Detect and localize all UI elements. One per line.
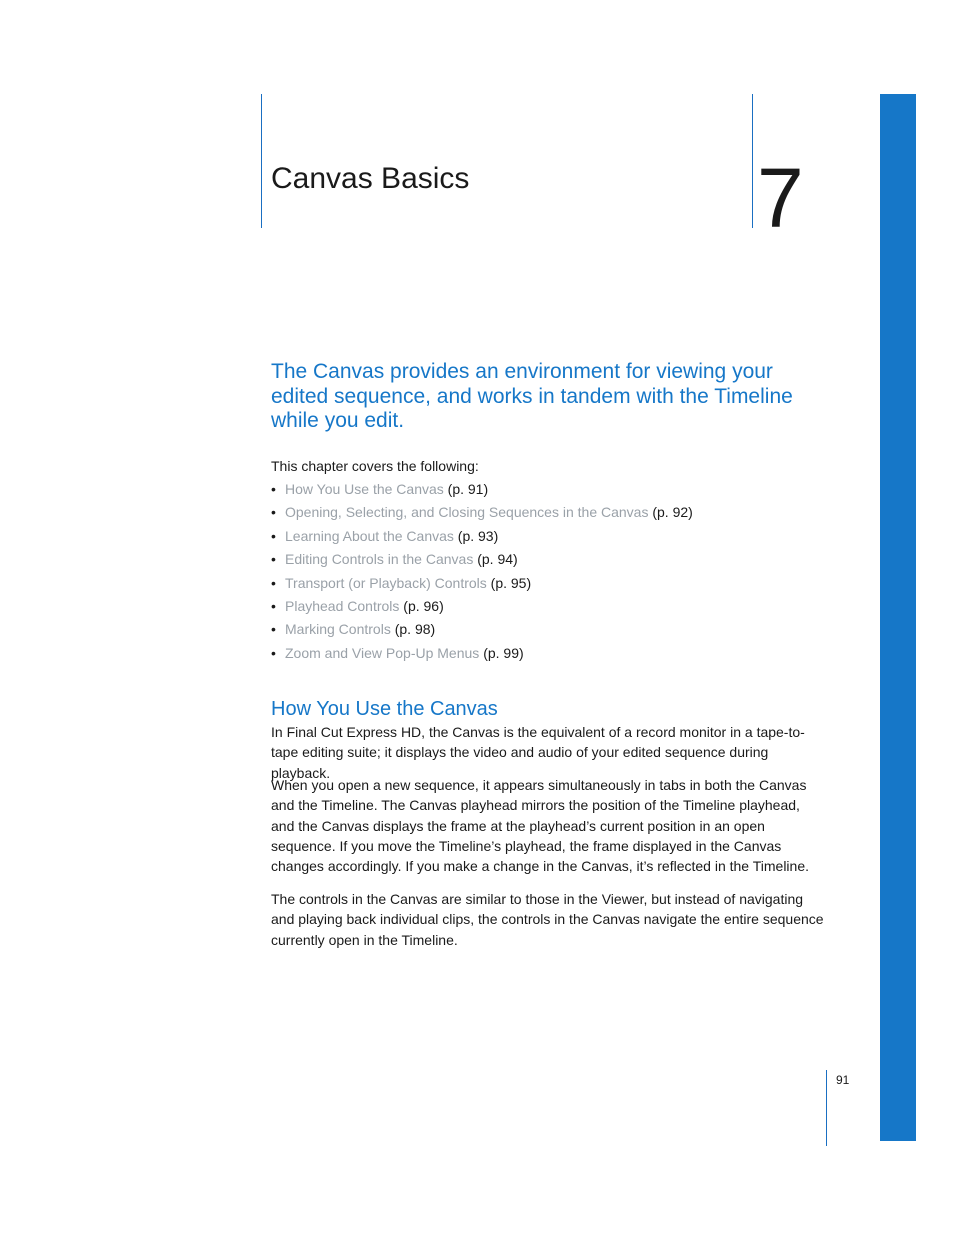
- toc-link[interactable]: Learning About the Canvas: [285, 527, 454, 544]
- toc-link[interactable]: Opening, Selecting, and Closing Sequences in the Canvas: [285, 504, 649, 521]
- toc-page-ref: (p. 96): [403, 597, 444, 614]
- chapter-number: 7: [757, 151, 804, 245]
- toc-item: [271, 642, 693, 665]
- toc-page-ref: (p. 91): [447, 481, 489, 497]
- bullet: •: [271, 621, 276, 638]
- page-number: 91: [836, 1073, 850, 1087]
- toc-item: [271, 618, 693, 641]
- toc-page-ref: (p. 98): [394, 621, 436, 638]
- bullet: •: [271, 481, 276, 497]
- toc-item: [271, 478, 693, 501]
- section-heading: How You Use the Canvas: [271, 698, 498, 720]
- body-paragraph: When you open a new sequence, it appears simultaneously in tabs in both the Canvas and the Timeline. The Canvas playhead mirrors the position of the Timeline playhead, and the Canvas displays the frame at the playhead’s current position in an open sequence. If you move the Timeline’s playhead, the frame displayed in the Canvas changes accordingly. If you make a change in the Canvas, it’s reflected in the Timeline.: [271, 777, 810, 875]
- toc-item: [271, 548, 693, 571]
- toc-item: [271, 572, 693, 595]
- chapter-title: Canvas Basics: [271, 162, 470, 195]
- chapter-intro: The Canvas provides an environment for viewing your edited sequence, and works in tandem with the Timeline while you edit.: [271, 360, 793, 432]
- body-paragraph: The controls in the Canvas are similar to those in the Viewer, but instead of navigating and playing back individual clips, the controls in the Canvas navigate the entire sequence currently open in the Timeline.: [271, 891, 824, 948]
- bullet: •: [271, 574, 276, 591]
- toc-link[interactable]: Marking Controls: [285, 621, 391, 638]
- toc-link[interactable]: Playhead Controls: [285, 597, 400, 614]
- bullet: •: [271, 551, 276, 568]
- toc-page-ref: (p. 95): [490, 574, 532, 591]
- chapter-side-tab: [880, 94, 916, 1141]
- bullet: •: [271, 644, 276, 661]
- bullet: •: [271, 597, 276, 614]
- chapter-rule-right: [752, 94, 753, 228]
- toc-page-ref: (p. 94): [477, 551, 518, 568]
- chapter-toc: [271, 478, 693, 665]
- toc-page-ref: (p. 93): [457, 527, 499, 544]
- page-number-rule: [826, 1070, 827, 1146]
- toc-link[interactable]: Zoom and View Pop-Up Menus: [285, 644, 480, 661]
- toc-link[interactable]: Transport (or Playback) Controls: [285, 574, 487, 591]
- covers-label: This chapter covers the following:: [271, 458, 479, 474]
- toc-page-ref: (p. 92): [652, 504, 693, 521]
- toc-item: [271, 501, 693, 524]
- body-paragraph: In Final Cut Express HD, the Canvas is the equivalent of a record monitor in a tape-to-tape editing suite; it displays the video and audio of your edited sequence during playback.: [271, 724, 805, 781]
- toc-link[interactable]: Editing Controls in the Canvas: [285, 551, 474, 568]
- bullet: •: [271, 527, 276, 544]
- chapter-rule-left: [261, 94, 262, 228]
- bullet: •: [271, 504, 276, 521]
- toc-page-ref: (p. 99): [483, 644, 524, 661]
- toc-item: [271, 525, 693, 548]
- toc-link[interactable]: How You Use the Canvas: [285, 481, 444, 497]
- toc-item: [271, 595, 693, 618]
